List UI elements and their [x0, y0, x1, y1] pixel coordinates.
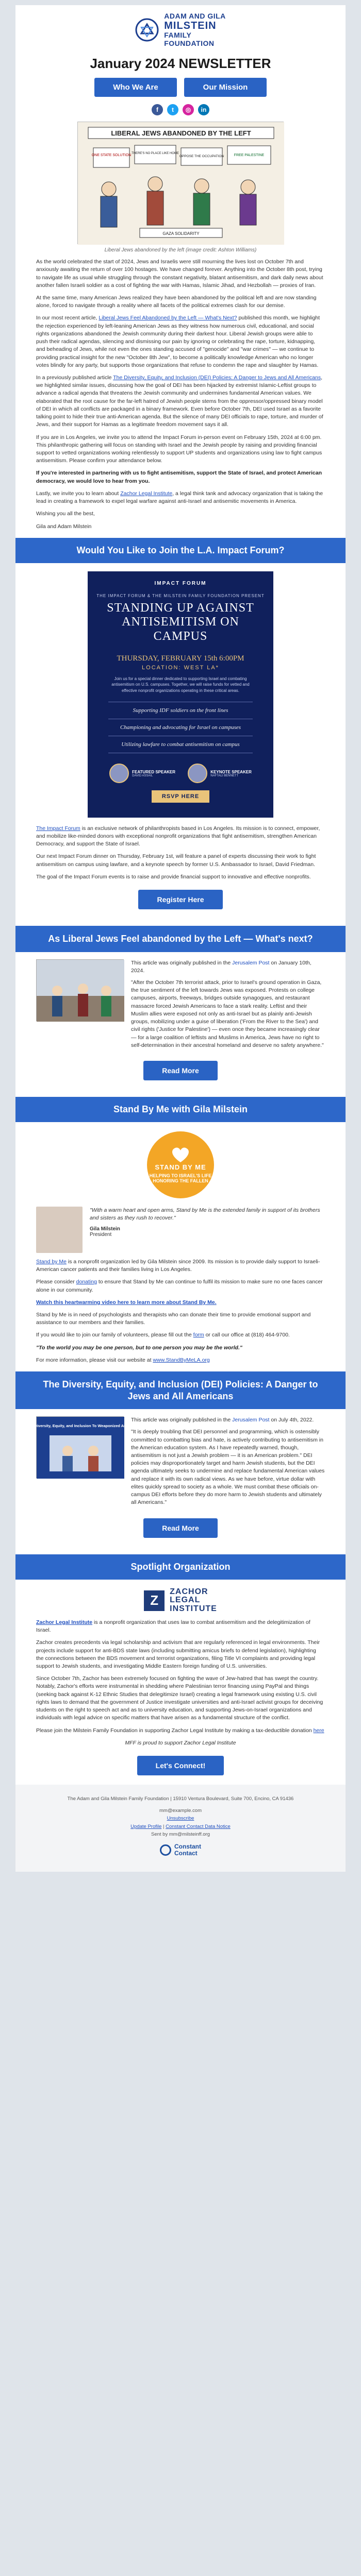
logo-line-2: MILSTEIN [164, 20, 217, 32]
impact-paragraph-2: Our next Impact Forum dinner on Thursday, February 1st, will feature a panel of experts discussing their work to fight antisemitism on campus using lawfare, and a keynote speech by former U.S. Ambassador to Israel, David Friedman. [36, 853, 316, 868]
cartoon-banner-text: LIBERAL JEWS ABANDONED BY THE LEFT [111, 129, 251, 138]
poster-pretitle: THE IMPACT FORUM & THE MILSTEIN FAMILY FOUNDATION PRESENT [96, 593, 265, 598]
stand-by-me-banner: Stand By Me with Gila Milstein [15, 1097, 346, 1122]
stand-logo-title: STAND BY ME [155, 1163, 206, 1172]
spotlight-paragraph-2: Zachor creates precedents via legal scholarship and activism that are regularly referenced in legal environments. Their projects include support for anti-BDS state laws (including submitting amicus briefs to defend legislation), highlighting the connections between the BDS movement and terrorist organizations, filing Title VI complaints and providing legal support to Jewish students, and investigating Middle Eastern foreign funding of U.S. universities. [36, 1639, 320, 1670]
dei-banner: The Diversity, Equity, and Inclusion (DEI) Policies: A Danger to Jews and All Americans [15, 1371, 346, 1409]
intro-signoff: Wishing you all the best, [36, 511, 95, 517]
impact-paragraph-3: The goal of the Impact Forum events is to raise and provide financial support to innovative and effective nonprofits. [36, 873, 311, 880]
cartoon-sign-1: ONE STATE SOLUTION [91, 154, 132, 158]
newsletter-title: January 2024 NEWSLETTER [90, 56, 271, 72]
dei-article-text: This article was originally published in the Jerusalem Post on July 4th, 2022. "It is deeply troubling that DEI personnel and programming, which is ostensibly committed to combatting bias and hate, is actively contributing to antisemitism in the American education system. As I have repeatedly warned, though, antisemitism is not just a Jewish problem — it is an American problem." DEI policies may disproportionately target and harm Jewish students, but the DEI agenda ultimately seeks to undermine and replace fundamental American values and replace it with its own radical views. As we have before, virtue dollar with elites quickly spread to society as a whole. We must combat these officials on-campus DEI efforts before they do more harm to Jewish students and ultimately all Americans." [131, 1416, 325, 1511]
stand-by-me-logo-area [15, 1122, 346, 1201]
update-profile-link[interactable]: Update Profile [130, 1823, 162, 1829]
poster-speakers [88, 756, 273, 783]
constant-contact-logo[interactable]: Constant Contact [36, 1843, 325, 1856]
gila-title: President [90, 1232, 112, 1238]
stand-motto: "To the world you may be one person, but to one person you may be the world." [36, 1344, 242, 1351]
foundation-logo-icon [135, 18, 159, 42]
video-link[interactable]: Watch this heartwarming video here to learn more about Stand By Me. [36, 1299, 217, 1306]
cartoon-caption: Liberal Jews abandoned by the left (image credit: Ashton Williams) [104, 247, 257, 253]
abandoned-article-text: This article was originally published in the Jerusalem Post on January 10th, 2024. "After the October 7th terrorist attack, prior to Israel's ground operation in Gaza, the true sentiment of the left towards Jews was exposed. Protests on college campuses, airports, freeways, bridges outside synagogues, and restaurant massacre forced Jewish Americans to face a stark reality. Leftist and their Muslim allies were exposed not only as anti-Israel but as plainly anti-Jewish groups, mobilizing under a guise of liberation ('From the River to the Sea') and civil rights ('Justice for Palestine') — even once they became increasingly clear — for a large coalition of leftists and Muslims in America, Jews have no right to self-determination in their ancestral homeland and deserve no safety anywhere." [131, 959, 325, 1054]
outer-background-bottom [0, 1872, 361, 1879]
abandoned-quote: "After the October 7th terrorist attack, prior to Israel's ground operation in Gaza, the true sentiment of the left towards Jews was exposed. Protests on college campuses, airports, freeways, bridges outside synagogues, and restaurant massacre forced Jewish Americans to face a stark reality. Leftist and their Muslim allies were exposed not only as anti-Israel but as plainly anti-Jewish groups, mobilizing under a guise of liberation ('From the River to the Sea') and civil rights ('Justice for Palestine') — even once they became increasingly clear — for a large coalition of leftists and Muslims in America, Jews have no right to self-determination in their ancestral homeland and deserve no safety anywhere." [131, 979, 324, 1048]
dei-cta [15, 1514, 346, 1547]
spotlight-paragraph-3: Since October 7th, Zachor has been extremely focused on fighting the wave of Jew-hatred that has swept the country. Notably, Zachor's efforts were instrumental in shedding where Palestinian terror financing using PayPal and things (seeking back against K-12 Ethnic Studies that delegitimize Israel) creating a legal framework using existing U.S. civil rights laws to demand that the government of Justice investigate universities and anti-Israel activist groups for deceiving students on the right to speech act and as to university education, and supporting Jews-on-Israel organizations and individuals with legal advice on specific matters that have arisen as a fundamental structure of the conflict. [36, 1675, 323, 1721]
dei-thumb-title: From Diversity, Equity, and Inclusion To Weaponized Agendas [23, 1423, 138, 1429]
header-nav [15, 78, 346, 102]
speaker-1-role: FEATURED SPEAKER [132, 769, 175, 774]
dei-article-image[interactable] [23, 1416, 138, 1478]
abandoned-article-banner: As Liberal Jews Feel abandoned by the Left — What's next? [15, 926, 346, 952]
logo-line-3: FAMILY [164, 31, 192, 40]
zachor-donate-link[interactable]: here [313, 1727, 324, 1734]
spotlight-text: Zachor Legal Institute is a nonprofit organization that uses law to combat antisemitism and the delegitimization of Israel. Zachor creates precedents via legal scholarship and activism that are regularly referenced in legal environments. Their projects include support for anti-BDS state laws (including submitting amicus briefs to defend legislation), highlighting the connections between the BDS movement and terrorist organizations, filing Title VI complaints and providing legal support to Jewish students, and investigating Middle Eastern foreign funding of U.S. universities. Since October 7th, Zachor has been extremely focused on fighting the wave of Jew-hatred that has swept the country. Notably, Zachor's efforts were instrumental in shedding where Palestinian terror financing using PayPal and things (seeking back against K-12 Ethnic Studies that delegitimize Israel) creating a legal framework using existing U.S. civil rights laws to demand that the government of Justice investigate universities and anti-Israel activist groups for deceiving students on the right to speech act and as to university education, and supporting Jews-on-Israel organizations and individuals with legal advice on specific matters that have arisen as a fundamental structure of the conflict. Please join the Milstein Family Foundation in supporting Zachor Legal Institute by making a tax-deductible donation here MFF is proud to support Zachor Legal Institute [36, 1619, 324, 1746]
speaker-2-photo [188, 764, 207, 783]
poster-org: IMPACT FORUM [154, 580, 207, 586]
stand-logo-subtitle: HELPING TO ISRAEL'S LIFE HONORING THE FALLEN [149, 1173, 212, 1184]
poster-rsvp[interactable]: RSVP HERE [152, 790, 209, 803]
footer-email: mm@example.com [159, 1808, 202, 1814]
footer: The Adam and Gila Milstein Family Foundation | 15910 Ventura Boulevard, Suite 700, Encino, CA 91436 mm@example.com Unsubscribe Update Profile | Constant Contact Data Notice Sent by mm@milsteinff.org Constant Contact [15, 1785, 346, 1872]
speaker-1-photo [109, 764, 129, 783]
stand-by-me-text: Stand by Me is a nonprofit organization led by Gila Milstein since 2009. Its mission is to provide daily support to Israeli-American cancer patients and their families living in Los Angeles. Please consider donating to ensure that Stand by Me can continue to fulfil its mission to make sure no one faces cancer alone in our community. Watch this heartwarming video here to learn more about Stand By Me. Stand by Me is in need of psychologists and therapists who can donate their time to provide emotional support and assistance to our members and their families. If you would like to join our family of volunteers, please fill out the form or call our office at (818) 464-9700. "To the world you may be one person, but to one person you may be the world." For more information, please visit our website at www.StandByMeLA.org [15, 1258, 346, 1364]
foundation-logo-text [164, 12, 226, 47]
liberal-jews-cartoon [77, 122, 284, 244]
constant-contact-icon [160, 1844, 171, 1856]
connect-cta [15, 1752, 346, 1785]
stand-website-link[interactable]: www.StandByMeLA.org [153, 1357, 210, 1363]
intro-paragraph-1: As the world celebrated the start of 2024, Jews and Israelis were still mourning the lives lost on October 7th and anxiously awaiting the return of over 100 hostages. We have changed forever. Anything into the October 8th post, trying to navigate life as usual while struggling through the constant negativity, blatant antisemitism, and dark daily news about another fallen Israeli soldier as a cost of fighting the war with Hamas, Islamic Jihad, and Hezbollah — proxies of Iran. [36, 259, 323, 289]
zachor-link[interactable]: Zachor Legal Institute [120, 490, 173, 497]
logo-line-1: ADAM AND GILA [164, 12, 226, 20]
jpost-link-2[interactable]: Jerusalem Post [232, 1417, 270, 1423]
lets-connect-button[interactable]: Let's Connect! [137, 1756, 224, 1775]
cartoon-sign-5: GAZA SOLIDARITY [162, 231, 200, 236]
intro-paragraph-5: If you are in Los Angeles, we invite you to attend the Impact Forum in-person event on February 15th, 2024 at 6:00 pm. This philanthropic gathering will focus on standing with Israel and the Jewish people by raising and providing financial support to vetted organizations working relentlessly to support UP students and organizations using law to fight campus antisemitism. Please confirm your attendance below. [36, 434, 322, 464]
zachor-logo[interactable] [15, 1580, 346, 1619]
outer-background-top [0, 0, 361, 5]
volunteer-form-link[interactable]: form [193, 1332, 204, 1338]
speaker-2-role: KEYNOTE SPEAKER [210, 769, 252, 774]
abandoned-article-image[interactable] [36, 959, 124, 1021]
twitter-icon[interactable]: t [167, 104, 178, 115]
cartoon-sign-3: OPPOSE THE OCCUPATION [179, 155, 224, 159]
newsletter-page [15, 5, 346, 1872]
speaker-2-name: NAFTALI BENNETT [210, 774, 239, 777]
stand-by-me-logo[interactable] [147, 1131, 214, 1198]
abandoned-cta [15, 1057, 346, 1090]
speaker-1 [109, 764, 175, 783]
unsubscribe-link[interactable]: Unsubscribe [167, 1816, 194, 1822]
speaker-1-name: DAVID ASSAIL [132, 774, 153, 777]
impact-forum-banner: Would You Like to Join the L.A. Impact Forum? [15, 538, 346, 563]
abandoned-article [15, 952, 346, 1057]
abandoned-article-link[interactable]: Liberal Jews Feel Abandoned by the Left — What's Next? [99, 315, 237, 321]
intro-paragraph-7: Lastly, we invite you to learn about Zachor Legal Institute, a legal think tank and advocacy organization that is taking the lead in creating a framework to expel legal warfare against anti-Israel and antisemitic movements in America. [36, 490, 323, 505]
impact-forum-link[interactable]: The Impact Forum [36, 825, 80, 832]
logo-line-4: FOUNDATION [164, 39, 215, 47]
poster-item-3: Utilizing lawfare to combat antisemitism on campus [121, 741, 240, 748]
read-more-button-1[interactable]: Read More [143, 1061, 218, 1080]
footer-sent-by: Sent by mm@milsteinff.org [151, 1831, 210, 1837]
gila-quote-text: "With a warm heart and open arms, Stand by Me is the extended family in support of its brothers and sisters as they rush to recover." [90, 1207, 320, 1222]
jpost-link-1[interactable]: Jerusalem Post [232, 959, 270, 966]
poster-location: LOCATION: WEST LA* [142, 664, 219, 671]
intro-paragraph-3: In our most recent article, Liberal Jews Feel Abandoned by the Left — What's Next? published this month, we highlight the rejection experienced by left-leaning American Jews as they witness how numerous civil, educational, and social rights organizations abandoned the Jewish community during their darkest hour. Liberal Jewish groups were able to push their radical agendas, silencing and dismissing our pain by ignoring or celebrating the rape, torture, kidnapping, and beheading of Jews, while not even the ones standing accused of "genocide" and "war crimes" — we continue to providing practical insight for the new "October 8th Jew", to become a politically knowledge American who no longer votes blindly for any party, but supports those organizations that refuse to condemn the rape and slaughter by Hamas. [36, 315, 320, 368]
foundation-logo[interactable] [135, 12, 226, 47]
footer-address: The Adam and Gila Milstein Family Foundation | 15910 Ventura Boulevard, Suite 700, Encino, CA 91436 [67, 1796, 294, 1802]
header-logo-area [15, 5, 346, 53]
speaker-2 [188, 764, 252, 783]
donating-link[interactable]: donating [76, 1279, 97, 1285]
poster-date: THURSDAY, FEBRUARY 15th 6:00PM [117, 654, 244, 663]
spotlight-note: MFF is proud to support Zachor Legal Institute [125, 1739, 236, 1746]
our-mission-button[interactable]: Our Mission [184, 78, 267, 97]
intro-paragraph-6: If you're interested in partnering with us to fight antisemitism, support the State of Israel, and protect American democracy, we would love to hear from you. [36, 470, 322, 484]
impact-paragraph-1: The Impact Forum is an exclusive network of philanthropists based in Los Angeles. Its mission is to connect, empower, and mobilize like-minded donors with exceptional nonprofit organizations that fight antisemitism, strengthen American Democracy, and support the State of Israel. [36, 825, 320, 848]
impact-forum-poster[interactable] [88, 571, 273, 818]
gila-portrait [36, 1207, 83, 1253]
linkedin-icon[interactable]: in [198, 104, 209, 115]
poster-description: Join us for a special dinner dedicated to supporting Israel and combating antisemitism on U.S. campuses. Together, we will raise funds for vetted and effective nonprofit organizations operating in these critical areas. [111, 676, 250, 693]
dei-article [15, 1409, 346, 1514]
zachor-logo-text: ZACHOR LEGAL INSTITUTE [170, 1587, 217, 1614]
zachor-logo-icon: Z [144, 1590, 165, 1611]
stand-paragraph-4: Stand by Me is in need of psychologists and therapists who can donate their time to provide emotional support and assistance to our members and their families. [36, 1312, 311, 1326]
who-we-are-button[interactable]: Who We Are [94, 78, 177, 97]
cartoon-sign-2: THERE'S NO PLACE LIKE HOME [132, 152, 179, 156]
instagram-icon[interactable]: ◎ [183, 104, 194, 115]
intro-signature: Gila and Adam Milstein [36, 523, 92, 530]
stand-by-me-link[interactable]: Stand by Me [36, 1258, 67, 1265]
poster-title: STANDING UP AGAINST ANTISEMITISM ON CAMPUS [107, 601, 254, 643]
read-more-button-2[interactable]: Read More [143, 1518, 218, 1538]
poster-item-2: Championing and advocating for Israel on campuses [120, 724, 241, 731]
register-cta [15, 886, 346, 919]
heart-hands-icon [169, 1146, 192, 1163]
intro-text [15, 258, 346, 531]
intro-paragraph-4: In a previously published article The Diversity, Equity, and Inclusion (DEI) Policies: A Danger to Jews and All Americans, we highlighted similar issues, discussing how the goal of DEI has been hijacked by extremist Islamic-Leftist groups to advance a radical agenda that threatens the Jewish community and undermines fundamental American values. We elaborated that the root cause for the far-left hatred of Jewish people stems from the oppressor/oppressed binary model of DEI in which all conflicts are packaged in a binary framework. Even before October 7th, DEI used Israel as a favorite talking point to hide their true anti-American agenda. But the silence of many DEI officials to rape, torture, and murder of Jews, and their support for Hamas as a legitimate freedom movement says it all. [36, 375, 323, 428]
data-notice-link[interactable]: Constant Contact Data Notice [166, 1823, 231, 1829]
gila-name: Gila Milstein [90, 1226, 120, 1232]
social-links [15, 102, 346, 122]
gila-quote [15, 1201, 346, 1258]
spotlight-banner: Spotlight Organization [15, 1554, 346, 1580]
poster-item-1: Supporting IDF soldiers on the front lines [133, 707, 228, 714]
register-here-button[interactable]: Register Here [138, 890, 222, 909]
zachor-link-2[interactable]: Zachor Legal Institute [36, 1619, 93, 1625]
dei-article-link[interactable]: The Diversity, Equity, and Inclusion (DEI) Policies: A Danger to Jews and All Americans [113, 375, 321, 381]
cartoon-sign-4: FREE PALESTINE [234, 154, 265, 158]
facebook-icon[interactable]: f [152, 104, 163, 115]
dei-quote: "It is deeply troubling that DEI personnel and programming, which is ostensibly committed to combatting bias and hate, is actively contributing to antisemitism in the American education system. As I have repeatedly warned, though, antisemitism is not just a Jewish problem — it is an American problem." DEI policies may disproportionately target and harm Jewish students, but the DEI agenda ultimately seeks to undermine and replace fundamental American values and replace it with its own radical views. As we have before, virtue dollar with elites quickly spread to society as a whole. We must combat these officials on-campus DEI efforts before they do more harm to Jewish students and ultimately all Americans." [131, 1429, 325, 1506]
impact-forum-text [15, 825, 346, 881]
intro-paragraph-2: At the same time, many American Jews realized they have been abandoned by the political left and are now standing alone, forced to navigate through a reality where all facets of the political extremes clash for our demise. [36, 295, 317, 309]
